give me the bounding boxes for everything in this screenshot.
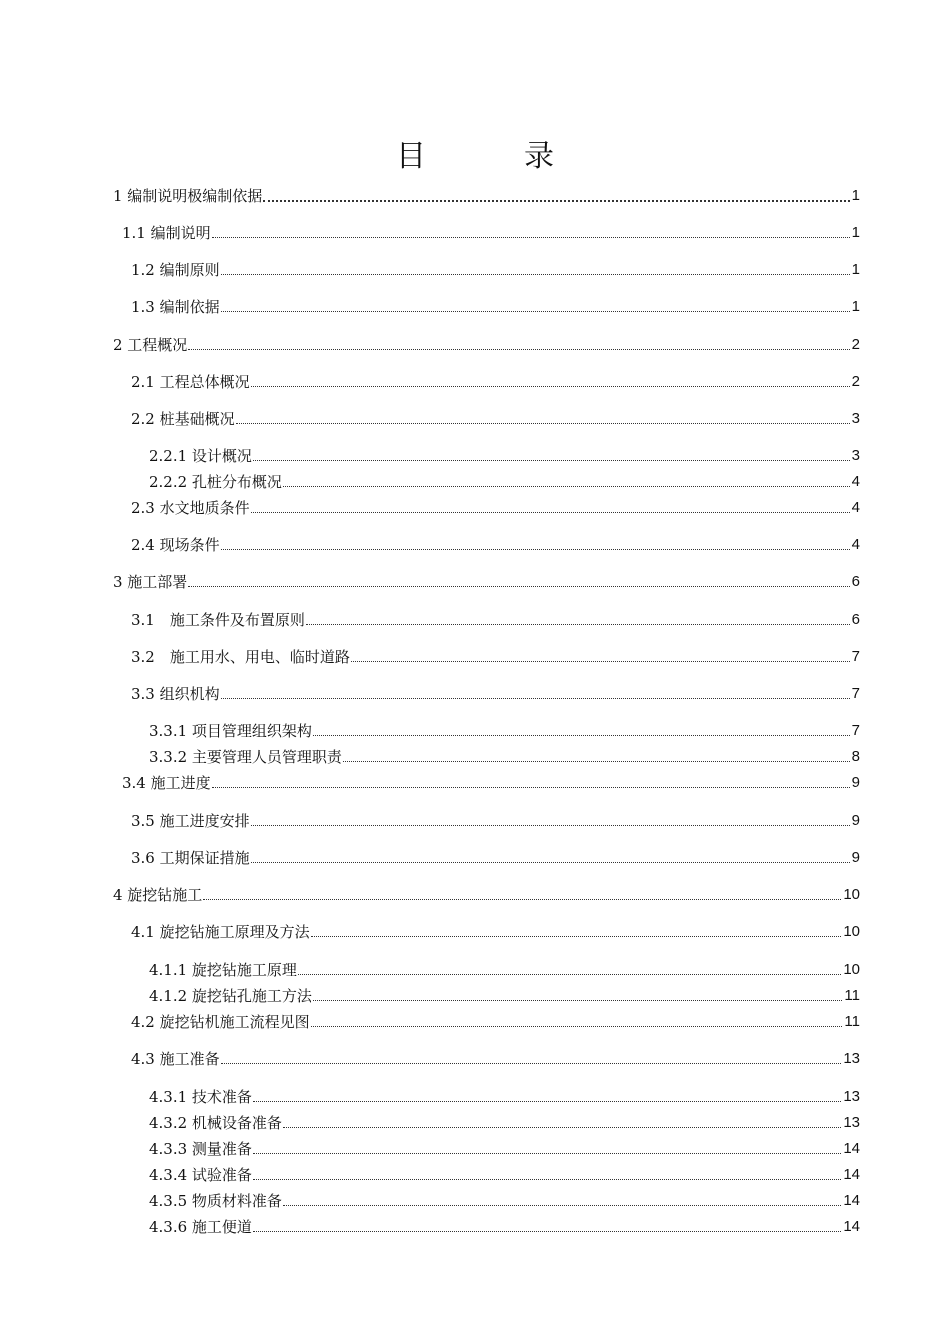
toc-entry[interactable] (149, 745, 860, 767)
toc-leader (221, 548, 850, 550)
toc-entry-label: 3.1 施工条件及布置原则 (131, 611, 305, 629)
toc-leader (253, 1100, 841, 1102)
toc-entry[interactable] (131, 533, 860, 555)
toc-entry-page: 9 (851, 849, 860, 866)
toc-leader (188, 585, 849, 587)
toc-entry[interactable] (149, 1111, 860, 1133)
toc-entry-page: 14 (843, 1140, 860, 1157)
toc-entry-page: 1 (851, 187, 860, 204)
toc-entry[interactable] (113, 570, 860, 592)
toc-entry[interactable] (131, 496, 860, 518)
toc-entry[interactable] (131, 370, 860, 392)
toc-entry-label: 3.3 组织机构 (131, 685, 220, 703)
toc-entry-page: 1 (851, 261, 860, 278)
toc-entry[interactable] (149, 1085, 860, 1107)
toc-entry[interactable] (149, 1137, 860, 1159)
toc-entry[interactable] (131, 1047, 860, 1069)
toc-entry-page: 3 (851, 447, 860, 464)
toc-leader (283, 485, 850, 487)
toc-entry-page: 1 (851, 224, 860, 241)
toc-leader (253, 1230, 841, 1232)
toc-entry-label: 4.3.5 物质材料准备 (149, 1192, 282, 1210)
toc-entry[interactable] (131, 1010, 860, 1032)
toc-leader (298, 973, 841, 975)
toc-entry-page: 14 (843, 1166, 860, 1183)
toc-entry-label: 4.3 施工准备 (131, 1050, 220, 1068)
toc-leader (313, 999, 842, 1001)
toc-entry-label: 4.1 旋挖钻施工原理及方法 (131, 923, 310, 941)
toc-entry[interactable] (149, 1215, 860, 1237)
toc-entry-label: 3.6 工期保证措施 (131, 849, 250, 867)
toc-leader (306, 623, 850, 625)
toc-entry-page: 13 (843, 1050, 860, 1067)
toc-leader (311, 935, 842, 937)
toc-entry[interactable] (131, 682, 860, 704)
toc-entry-page: 7 (851, 685, 860, 702)
toc-entry-page: 11 (844, 987, 860, 1004)
toc-entry-label: 1.1 编制说明 (122, 224, 211, 242)
toc-entry-label: 3.3.1 项目管理组织架构 (149, 722, 312, 740)
toc-entry-label: 4.1.1 旋挖钻施工原理 (149, 961, 297, 979)
toc-entry-page: 13 (843, 1088, 860, 1105)
toc-entry-label: 3.4 施工进度 (122, 774, 211, 792)
toc-leader (203, 898, 841, 900)
toc-leader (283, 1204, 841, 1206)
toc-leader (253, 459, 850, 461)
toc-leader (251, 385, 850, 387)
toc-entry[interactable] (149, 958, 860, 980)
toc-leader (251, 824, 850, 826)
toc-entry-page: 7 (851, 648, 860, 665)
toc-entry-page: 9 (851, 812, 860, 829)
toc-entry[interactable] (149, 1189, 860, 1211)
toc-leader (313, 734, 850, 736)
toc-entry-page: 4 (851, 536, 860, 553)
toc-entry-label: 4.1.2 旋挖钻孔施工方法 (149, 987, 312, 1005)
toc-leader (236, 422, 850, 424)
toc-leader (251, 511, 850, 513)
toc-entry-page: 6 (851, 573, 860, 590)
toc-entry-page: 9 (851, 774, 860, 791)
toc-entry[interactable] (149, 444, 860, 466)
toc-entry-page: 11 (844, 1013, 860, 1030)
toc-entry[interactable] (131, 407, 860, 429)
toc-leader (283, 1126, 841, 1128)
toc-entry-page: 3 (851, 410, 860, 427)
toc-entry-page: 10 (843, 923, 860, 940)
toc-entry[interactable] (122, 771, 860, 793)
toc-entry-label: 2.2.2 孔桩分布概况 (149, 473, 282, 491)
toc-leader (221, 697, 850, 699)
toc-leader (351, 660, 850, 662)
toc-leader (221, 1062, 842, 1064)
toc-entry[interactable] (131, 295, 860, 317)
toc-leader (253, 1178, 841, 1180)
toc-entry-page: 10 (843, 886, 860, 903)
toc-entry[interactable] (149, 984, 860, 1006)
toc-entry[interactable] (122, 221, 860, 243)
toc-entry-label: 1.2 编制原则 (131, 261, 220, 279)
toc-entry-label: 4.3.6 施工便道 (149, 1218, 252, 1236)
toc-entry[interactable] (113, 184, 860, 206)
toc-entry-page: 14 (843, 1218, 860, 1235)
toc-entry-page: 4 (851, 499, 860, 516)
toc-entry-page: 13 (843, 1114, 860, 1131)
toc-entry-label: 3.2 施工用水、用电、临时道路 (131, 648, 350, 666)
toc-entry[interactable] (131, 608, 860, 630)
toc-entry-label: 4 旋挖钻施工 (113, 886, 203, 904)
toc-entry-label: 3.5 施工进度安排 (131, 812, 250, 830)
toc-entry[interactable] (149, 470, 860, 492)
toc-leader (221, 310, 850, 312)
toc-leader (212, 786, 850, 788)
toc-entry-label: 3 施工部署 (113, 573, 188, 591)
toc-entry-label: 2.4 现场条件 (131, 536, 220, 554)
toc-entry-label: 1 编制说明极编制依据 (113, 187, 263, 205)
toc-entry-page: 8 (851, 748, 860, 765)
toc-leader (251, 861, 850, 863)
toc-entry[interactable] (113, 883, 860, 905)
toc-entry[interactable] (131, 809, 860, 831)
toc-entry-page: 14 (843, 1192, 860, 1209)
toc-leader (188, 348, 849, 350)
toc-entry-label: 4.3.3 测量准备 (149, 1140, 252, 1158)
toc-entry[interactable] (131, 920, 860, 942)
toc-entry-page: 1 (851, 298, 860, 315)
toc-entry-label: 4.3.1 技术准备 (149, 1088, 252, 1106)
toc-entry[interactable] (149, 719, 860, 741)
toc-entry-label: 3.3.2 主要管理人员管理职责 (149, 748, 342, 766)
toc-entry-label: 4.3.2 机械设备准备 (149, 1114, 282, 1132)
toc-entry-page: 4 (851, 473, 860, 490)
toc-entry[interactable] (113, 333, 860, 355)
toc-entry-label: 4.2 旋挖钻机施工流程见图 (131, 1013, 310, 1031)
toc-entry[interactable] (131, 645, 860, 667)
toc-entry-label: 4.3.4 试验准备 (149, 1166, 252, 1184)
toc-leader (343, 760, 850, 762)
toc-entry-page: 10 (843, 961, 860, 978)
toc-leader (212, 236, 850, 238)
page-title: 目 录 (396, 139, 588, 174)
toc-entry-label: 2.1 工程总体概况 (131, 373, 250, 391)
toc-entry-page: 7 (851, 722, 860, 739)
toc-entry[interactable] (131, 258, 860, 280)
toc-leader (311, 1025, 843, 1027)
toc-entry[interactable] (131, 846, 860, 868)
toc-entry-page: 2 (851, 373, 860, 390)
toc-entry-label: 2.3 水文地质条件 (131, 499, 250, 517)
toc-entry-label: 2.2.1 设计概况 (149, 447, 252, 465)
toc-leader (221, 273, 850, 275)
toc-leader (263, 199, 849, 202)
toc-entry-label: 1.3 编制依据 (131, 298, 220, 316)
toc-leader (253, 1152, 841, 1154)
toc-entry-page: 6 (851, 611, 860, 628)
toc-entry[interactable] (149, 1163, 860, 1185)
toc-entry-page: 2 (851, 336, 860, 353)
toc-entry-label: 2.2 桩基础概况 (131, 410, 235, 428)
toc-entry-label: 2 工程概况 (113, 336, 188, 354)
